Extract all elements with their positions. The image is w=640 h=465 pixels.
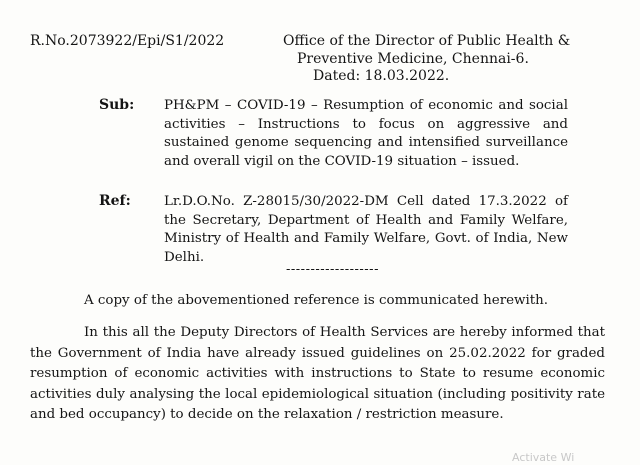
subject-label: Sub: bbox=[99, 97, 135, 113]
issue-date: Dated: 18.03.2022. bbox=[313, 68, 450, 84]
subject-text: PH&PM – COVID-19 – Resumption of economic and social activities – Instructions to focus on aggressive and sustained genome sequencing and intensified surveillance and overall vigil on the COVID-19 situation – issued. bbox=[164, 98, 568, 169]
office-line-2: Preventive Medicine, Chennai-6. bbox=[297, 50, 529, 67]
reference-number: R.No.2073922/Epi/S1/2022 bbox=[30, 33, 225, 49]
section-divider: ------------------- bbox=[286, 262, 379, 277]
office-line-1: Office of the Director of Public Health & bbox=[283, 33, 571, 49]
office-address-block bbox=[283, 33, 570, 86]
reference-text: Lr.D.O.No. Z-28015/30/2022-DM Cell dated 17.3.2022 of the Secretary, Department of Health and Family Welfare, Ministry of Health and Family Welfare, Govt. of India, New Delhi. bbox=[164, 194, 568, 265]
body-paragraph-1: A copy of the abovementioned reference is communicated herewith. bbox=[84, 293, 549, 308]
body-paragraph-2: In this all the Deputy Directors of Health Services are hereby informed that the Government of India have already issued guidelines on 25.02.2022 for graded resumption of economic activities with instructions to State to resume economic activities duly analysing the local epidemiological situation (including positivity rate and bed occupancy) to decide on the relaxation / restriction measure. bbox=[30, 325, 605, 422]
activation-watermark: Activate Wi bbox=[512, 451, 575, 464]
reference-label: Ref: bbox=[99, 193, 131, 209]
